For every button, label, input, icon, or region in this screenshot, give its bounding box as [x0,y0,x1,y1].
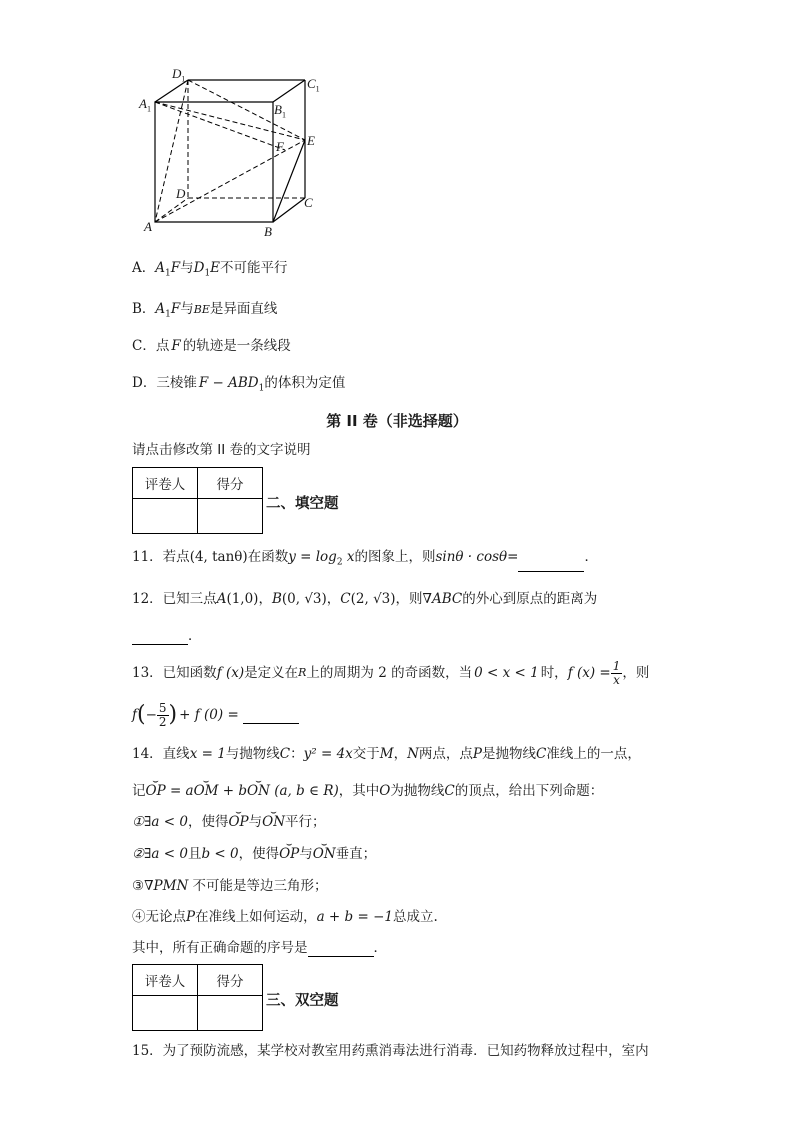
label-a1: $A_1$ [139,96,151,114]
proposition-2: ②∃a < 0且b < 0，使得⌣ OP与⌣ ON垂直； [132,845,376,863]
score-cell-reviewer[interactable] [133,499,198,534]
label-c1: $C_1$ [307,76,320,94]
label-f: F [276,139,284,154]
question-15: 15．为了预防流感，某学校对教室用药熏消毒法进行消毒．已知药物释放过程中，室内 [132,1043,649,1059]
answer-blank-14[interactable] [308,956,374,957]
label-b1: $B_1$ [274,102,286,120]
proposition-4: ④无论点P在准线上如何运动，a + b = −1总成立. [132,909,438,925]
answer-blank-13[interactable] [243,707,299,724]
option-a: A．$A_1F$与$D_1E$不可能平行 [132,260,288,279]
question-14-line2: 记⌣ OP = a⌣ OM + b⌣ ON (a, b ∈ R)，其中O为抛物线C的顶点，给出下列命题： [132,782,603,800]
cube-figure [0,0,340,245]
proposition-1: ①∃a < 0，使得⌣ OP与⌣ ON平行； [132,813,326,831]
label-b: B [264,224,272,239]
question-14-line1: 14．直线x = 1与抛物线C：y² = 4x交于M，N两点，点P是抛物线C准线上的一点， [132,746,641,762]
score-cell-score[interactable] [198,996,263,1031]
fraction-1-over-x: $\frac{1}{x}$ [612,658,621,687]
score-col-score: 得分 [198,468,263,499]
part-title: 第 II 卷（非选择题） [326,412,468,430]
question-11: 11．若点(4, tanθ)在函数$y = \log_2 x$的图象上，则sinθ · cosθ= ． [132,548,598,572]
answer-blank-12[interactable] [132,644,188,645]
label-e: E [307,133,315,148]
score-col-reviewer: 评卷人 [133,965,198,996]
front-face [155,102,273,222]
label-a: A [144,219,152,234]
label-c: C [304,195,313,210]
fraction-5-over-2: $\frac{5}{2}$ [158,700,167,729]
section-fill-in: 二、填空题 [266,496,339,512]
option-c: C．点 F 的轨迹是一条线段 [132,338,291,354]
question-13: 13．已知函数 f (x) 是定义在 R 上的周期为 2 的奇函数，当 0 < x < 1 时， f (x) = $\frac{1}{x}$ ，则 [132,658,650,687]
label-d: D [176,186,186,201]
score-col-reviewer: 评卷人 [133,468,198,499]
section-double-blank: 三、双空题 [266,993,339,1009]
score-table-1 [132,467,263,534]
answer-blank-11[interactable] [518,571,584,572]
question-12-blank-line: ． [132,627,202,645]
label-d1: $D_1$ [172,66,186,84]
part-note[interactable]: 请点击修改第 II 卷的文字说明 [132,442,311,458]
question-12: 12．已知三点A(1,0)，B(0, √3)，C(2, √3)，则∇ABC的外心到原点的距离为 [132,591,598,607]
score-col-score: 得分 [198,965,263,996]
score-table-2 [132,964,263,1031]
option-d: D．三棱锥 $F - ABD_1$的体积为定值 [132,375,346,394]
question-14-answer: 其中，所有正确命题的序号是 ． [132,940,387,956]
proposition-3: ③∇PMN 不可能是等边三角形； [132,878,328,894]
question-13-line2: f ( − $\frac{5}{2}$ ) + f (0) = [132,700,299,730]
score-cell-score[interactable] [198,499,263,534]
option-b: B．$A_1F$与BE是异面直线 [132,301,278,320]
score-cell-reviewer[interactable] [133,996,198,1031]
